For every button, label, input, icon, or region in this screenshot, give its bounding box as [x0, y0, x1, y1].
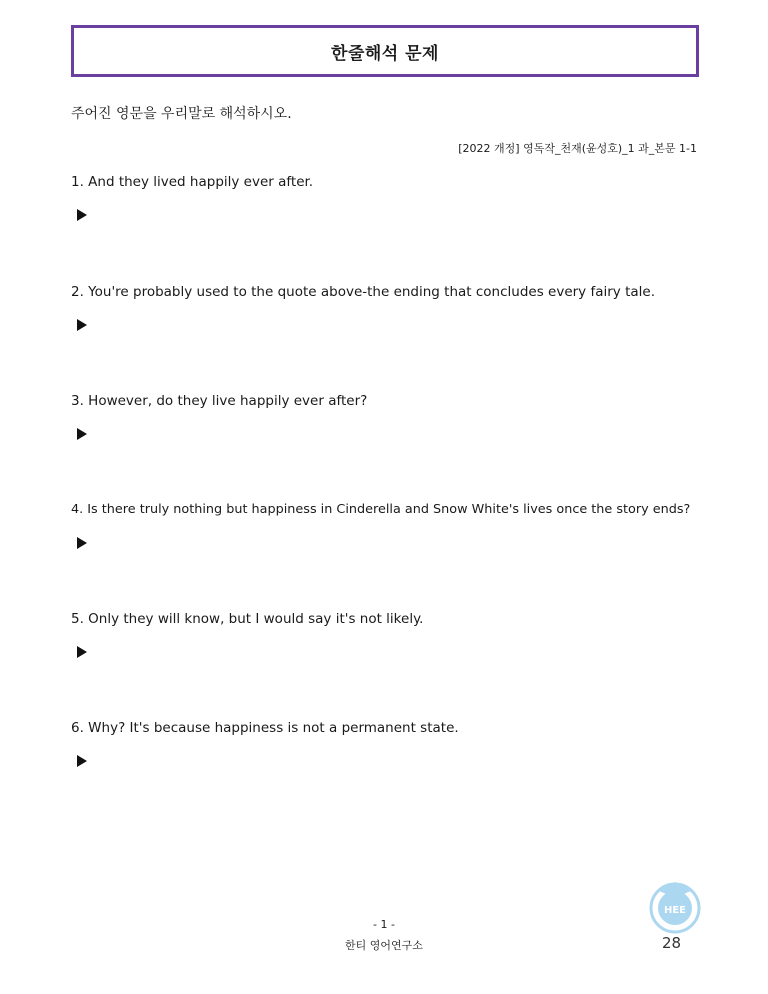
answer-arrow-icon — [77, 537, 87, 549]
question-item — [71, 719, 701, 737]
question-text: 4. Is there truly nothing but happiness in Cinderella and Snow White's lives once the story ends? — [71, 502, 691, 517]
question-item — [71, 283, 701, 301]
title-box — [71, 25, 699, 77]
question-item — [71, 610, 701, 628]
question-text: 1. And they lived happily ever after. — [71, 174, 314, 190]
question-text: 5. Only they will know, but I would say it's not likely. — [71, 611, 424, 627]
page-marker: - 1 - — [373, 918, 395, 931]
question-item — [71, 173, 701, 191]
answer-arrow-icon — [77, 755, 87, 767]
question-text: 6. Why? It's because happiness is not a permanent state. — [71, 720, 459, 736]
logo-text: HEE — [663, 905, 687, 916]
footer-organization: 한티 영어연구소 — [345, 939, 423, 952]
instruction-text: 주어진 영문을 우리말로 해석하시오. — [71, 106, 292, 122]
question-text: 3. However, do they live happily ever after? — [71, 393, 368, 409]
answer-arrow-icon — [77, 319, 87, 331]
page-title: 한줄해석 문제 — [331, 43, 439, 64]
source-label: [2022 개정] 영독작_천재(윤성호)_1 과_본문 1-1 — [458, 142, 697, 155]
page-number: 28 — [662, 934, 682, 952]
answer-arrow-icon — [77, 428, 87, 440]
question-item — [71, 392, 701, 410]
question-text: 2. You're probably used to the quote above-the ending that concludes every fairy tale. — [71, 284, 655, 300]
answer-arrow-icon — [77, 209, 87, 221]
answer-arrow-icon — [77, 646, 87, 658]
question-item — [71, 501, 701, 519]
